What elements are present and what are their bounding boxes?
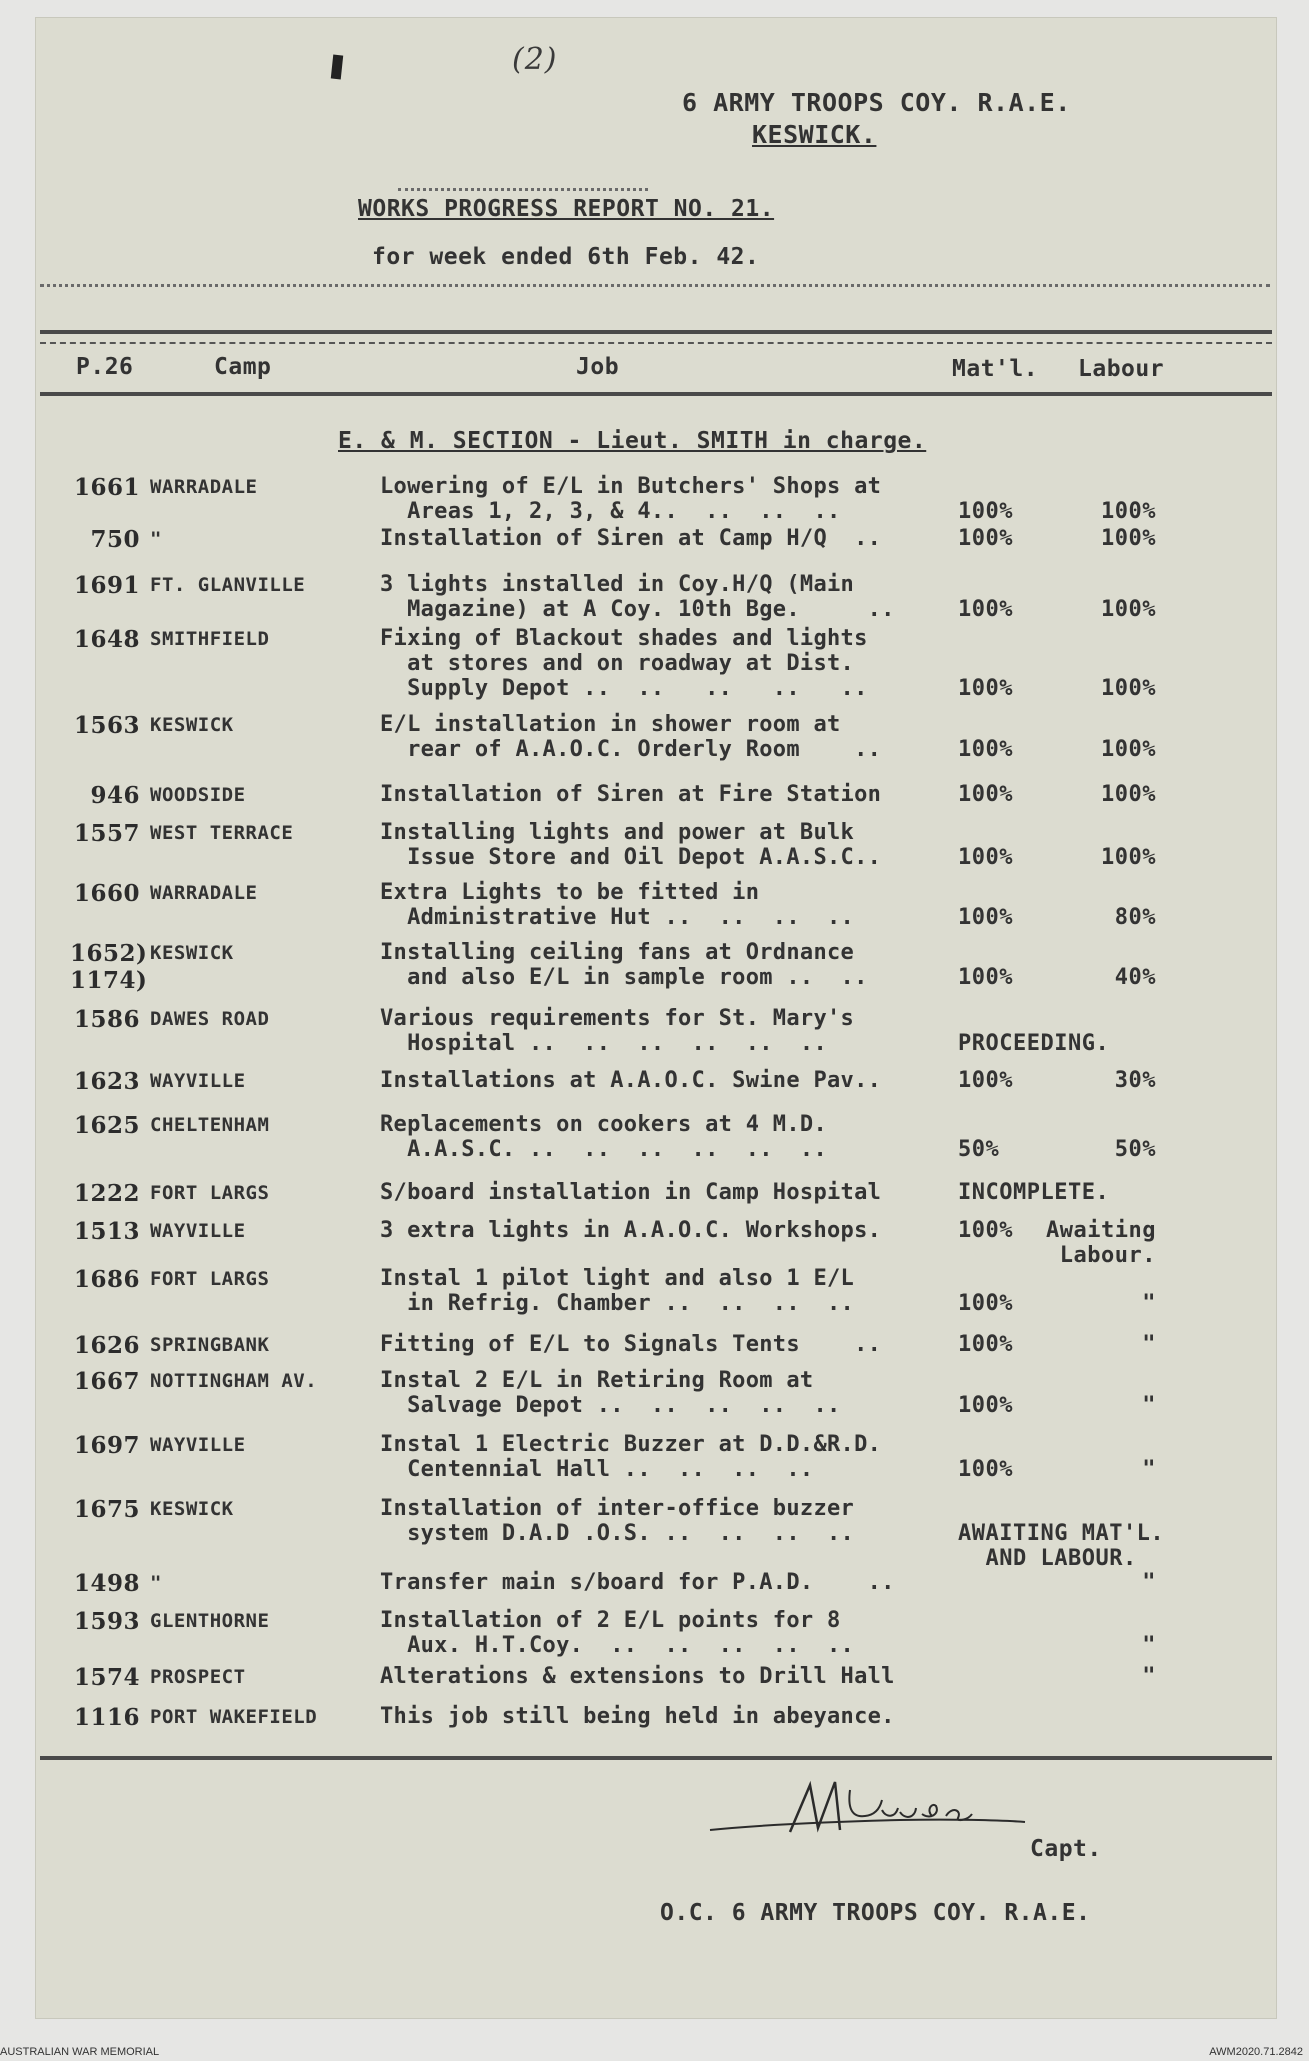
row-ref: 1660 (73, 880, 140, 907)
row-labour: " (1142, 1570, 1156, 1595)
row-ref: 1626 (73, 1332, 140, 1359)
row-ref: 946 (90, 782, 140, 809)
row-camp: WAYVILLE (150, 1434, 246, 1456)
row-camp: WARRADALE (150, 476, 258, 498)
row-labour: 100% (1101, 676, 1156, 701)
row-labour: 50% (1114, 1137, 1156, 1162)
row-ref: 1691 (73, 572, 140, 599)
row-labour: 30% (1114, 1068, 1156, 1093)
col-header-job: Job (576, 354, 620, 380)
row-material: 100% (958, 526, 1013, 551)
row-job: Lowering of E/L in Butchers' Shops at Areas 1, 2, 3, & 4.. .. .. .. (380, 474, 882, 524)
row-job: Alterations & extensions to Drill Hall (380, 1664, 895, 1689)
row-camp: FORT LARGS (150, 1182, 270, 1204)
row-job: Instal 1 pilot light and also 1 E/L in Refrig. Chamber .. .. .. .. (380, 1266, 855, 1316)
row-camp: CHELTENHAM (150, 1114, 270, 1136)
signature-rank: Capt. (1030, 1836, 1102, 1862)
row-labour: 100% (1101, 737, 1156, 762)
row-job: Installing ceiling fans at Ordnance and also E/L in sample room .. .. (380, 940, 868, 990)
row-ref: 1593 (73, 1608, 140, 1635)
row-job: Various requirements for St. Mary's Hospital .. .. .. .. .. .. (380, 1006, 855, 1056)
page-number: (2) (512, 42, 558, 77)
row-material: PROCEEDING. (958, 1031, 1110, 1056)
col-header-mat: Mat'l. (952, 356, 1039, 382)
row-material: 100% (958, 1332, 1013, 1357)
row-ref: 750 (90, 526, 140, 553)
row-ref: 1557 (73, 820, 140, 847)
row-material: AWAITING MAT'L. AND LABOUR. (958, 1521, 1165, 1571)
row-camp: FORT LARGS (150, 1268, 270, 1290)
row-camp: KESWICK (150, 942, 234, 964)
row-ref: 1574 (73, 1664, 140, 1691)
row-camp: SPRINGBANK (150, 1334, 270, 1356)
row-job: Installation of inter-office buzzer system D.A.D .O.S. .. .. .. .. (380, 1496, 855, 1546)
row-labour: 40% (1114, 965, 1156, 990)
row-ref: 1586 (73, 1006, 140, 1033)
row-job: Fixing of Blackout shades and lights at stores and on roadway at Dist. Supply Depot .. .. .. .. .. (380, 626, 868, 701)
row-camp: GLENTHORNE (150, 1610, 270, 1632)
row-labour: " (1142, 1457, 1156, 1482)
row-camp: KESWICK (150, 714, 234, 736)
row-ref: 1661 (73, 474, 140, 501)
row-labour: " (1142, 1291, 1156, 1316)
row-labour: " (1142, 1332, 1156, 1357)
row-material: 100% (958, 597, 1013, 622)
row-ref: 1623 (73, 1068, 140, 1095)
row-job: 3 extra lights in A.A.O.C. Workshops. (380, 1218, 882, 1243)
row-material: 100% (958, 1218, 1013, 1243)
row-ref: 1513 (73, 1218, 140, 1245)
row-job: Replacements on cookers at 4 M.D. A.A.S.C. .. .. .. .. .. .. (380, 1112, 827, 1162)
row-ref: 1652) 1174) (70, 940, 148, 994)
row-material: 100% (958, 499, 1013, 524)
row-material: 100% (958, 676, 1013, 701)
row-job: Instal 2 E/L in Retiring Room at Salvage Depot .. .. .. .. .. (380, 1368, 841, 1418)
row-job: Transfer main s/board for P.A.D. .. (380, 1570, 895, 1595)
row-camp: WAYVILLE (150, 1070, 246, 1092)
row-labour: Awaiting Labour. (1046, 1218, 1156, 1268)
row-camp: PROSPECT (150, 1666, 246, 1688)
row-job: Extra Lights to be fitted in Administrative Hut .. .. .. .. (380, 880, 855, 930)
col-header-ref: P.26 (76, 354, 134, 380)
row-camp: WAYVILLE (150, 1220, 246, 1242)
row-job: Installations at A.A.O.C. Swine Pav.. (380, 1068, 882, 1093)
row-material: 100% (958, 737, 1013, 762)
row-material: 50% (958, 1137, 1000, 1162)
signature (700, 1770, 1030, 1850)
report-title: WORKS PROGRESS REPORT NO. 21. (358, 196, 775, 222)
row-ref: 1625 (73, 1112, 140, 1139)
row-camp: DAWES ROAD (150, 1008, 270, 1030)
header-rule-dashed (40, 342, 1272, 344)
row-job: Installation of 2 E/L points for 8 Aux. H.T.Coy. .. .. .. .. .. (380, 1608, 855, 1658)
row-labour: " (1142, 1393, 1156, 1418)
row-labour: 100% (1101, 499, 1156, 524)
row-job: Fitting of E/L to Signals Tents .. (380, 1332, 882, 1357)
row-camp: KESWICK (150, 1498, 234, 1520)
row-camp: NOTTINGHAM AV. (150, 1370, 318, 1392)
header-rule-bottom (40, 392, 1272, 396)
row-material: 100% (958, 1068, 1013, 1093)
row-ref: 1667 (73, 1368, 140, 1395)
col-header-camp: Camp (214, 354, 272, 380)
row-labour: " (1142, 1633, 1156, 1658)
row-job: Installation of Siren at Camp H/Q .. (380, 526, 882, 551)
header-rule-top (40, 330, 1272, 334)
unit-location: KESWICK. (752, 120, 877, 149)
report-period: for week ended 6th Feb. 42. (372, 244, 760, 270)
row-ref: 1675 (73, 1496, 140, 1523)
row-ref: 1222 (73, 1180, 140, 1207)
row-camp: " (150, 1572, 162, 1594)
row-material: INCOMPLETE. (958, 1180, 1110, 1205)
section-heading: E. & M. SECTION - Lieut. SMITH in charge. (338, 428, 927, 454)
row-camp: " (150, 528, 162, 550)
row-material: 100% (958, 1291, 1013, 1316)
row-ref: 1686 (73, 1266, 140, 1293)
signature-title: O.C. 6 ARMY TROOPS COY. R.A.E. (660, 1900, 1091, 1926)
row-ref: 1697 (73, 1432, 140, 1459)
row-camp: SMITHFIELD (150, 628, 270, 650)
row-material: 100% (958, 782, 1013, 807)
row-labour: 100% (1101, 845, 1156, 870)
unit-title: 6 ARMY TROOPS COY. R.A.E. (682, 88, 1071, 117)
row-job: This job still being held in abeyance. (380, 1704, 895, 1729)
col-header-labour: Labour (1078, 356, 1165, 382)
row-job: Instal 1 Electric Buzzer at D.D.&R.D. Centennial Hall .. .. .. .. (380, 1432, 882, 1482)
row-labour: 100% (1101, 597, 1156, 622)
row-ref: 1648 (73, 626, 140, 653)
row-job: 3 lights installed in Coy.H/Q (Main Magazine) at A Coy. 10th Bge. .. (380, 572, 895, 622)
row-camp: WEST TERRACE (150, 822, 294, 844)
row-job: Installing lights and power at Bulk Issue Store and Oil Depot A.A.S.C.. (380, 820, 882, 870)
footer-archive-name: AUSTRALIAN WAR MEMORIAL (0, 2046, 160, 2058)
row-camp: WARRADALE (150, 882, 258, 904)
row-job: Installation of Siren at Fire Station (380, 782, 882, 807)
row-job: S/board installation in Camp Hospital (380, 1180, 882, 1205)
row-labour: 80% (1114, 905, 1156, 930)
footer-accession-number: AWM2020.71.2842 (1209, 2046, 1303, 2058)
row-material: 100% (958, 905, 1013, 930)
row-ref: 1498 (73, 1570, 140, 1597)
row-labour: " (1142, 1664, 1156, 1689)
row-labour: 100% (1101, 782, 1156, 807)
row-material: 100% (958, 845, 1013, 870)
row-camp: PORT WAKEFIELD (150, 1706, 318, 1728)
dotted-divider (40, 284, 1270, 287)
row-material: 100% (958, 1393, 1013, 1418)
dotted-divider (398, 188, 648, 191)
row-ref: 1116 (73, 1704, 140, 1731)
row-ref: 1563 (73, 712, 140, 739)
row-labour: 100% (1101, 526, 1156, 551)
row-material: 100% (958, 1457, 1013, 1482)
table-rule-bottom (40, 1756, 1272, 1760)
row-job: E/L installation in shower room at rear of A.A.O.C. Orderly Room .. (380, 712, 882, 762)
row-camp: FT. GLANVILLE (150, 574, 306, 596)
row-material: 100% (958, 965, 1013, 990)
row-camp: WOODSIDE (150, 784, 246, 806)
